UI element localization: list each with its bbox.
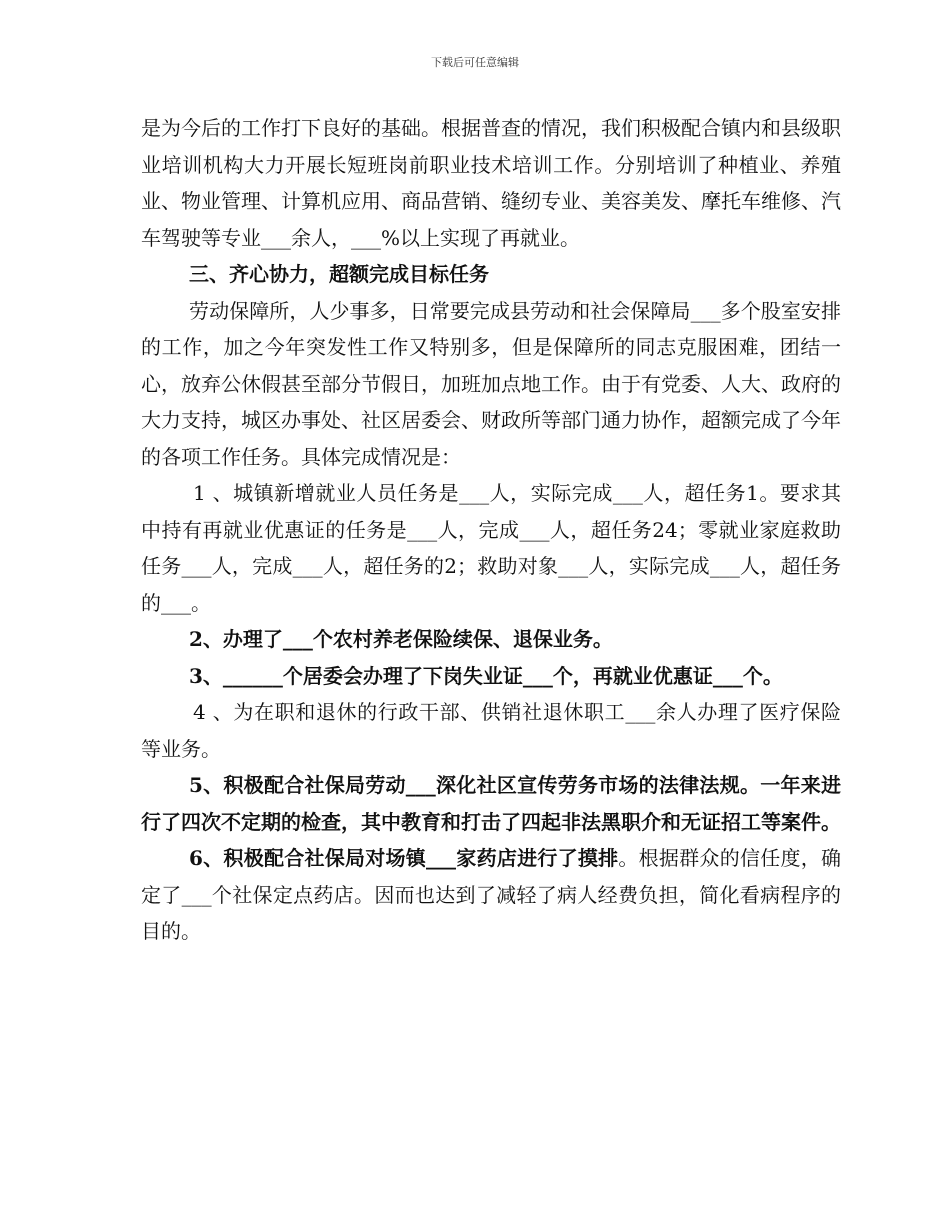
list-item-1: 1 、城镇新增就业人员任务是___人，实际完成___人，超任务1。要求其中持有再就业优惠证的任务是___人，完成___人，超任务24；零就业家庭救助任务___人，完成___人，超任务的2；救助对象___人，实际完成___人，超任务的___。 — [141, 481, 841, 615]
section-heading-3: 三、齐心协力，超额完成目标任务 — [189, 262, 489, 286]
list-item-2: 2、办理了___个农村养老保险续保、退保业务。 — [189, 627, 613, 651]
document-body — [141, 110, 841, 950]
list-item-6-bold: 6、积极配合社保局对场镇___家药店进行了摸排 — [189, 846, 619, 870]
paragraph-training: 是为今后的工作打下良好的基础。根据普查的情况，我们积极配合镇内和县级职业培训机构大力开展长短班岗前职业技术培训工作。分别培训了种植业、养殖业、物业管理、计算机应用、商品营销、缝纫专业、美容美发、摩托车维修、汽车驾驶等专业___余人，___%以上实现了再就业。 — [141, 116, 841, 250]
paragraph-labor-office: 劳动保障所，人少事多，日常要完成县劳动和社会保障局___多个股室安排的工作，加之今年突发性工作又特别多，但是保障所的同志克服困难，团结一心，放弃公休假甚至部分节假日，加班加点地工作。由于有党委、人大、政府的大力支持，城区办事处、社区居委会、财政所等部门通力协作，超额完成了今年的各项工作任务。具体完成情况是： — [141, 298, 841, 469]
list-item-4: 4 、为在职和退休的行政干部、供销社退休职工___余人办理了医疗保险等业务。 — [141, 700, 841, 761]
list-item-6-rest: 。根据群众的信任度，确定了___个社保定点药店。因而也达到了减轻了病人经费负担，简化看病程序的目的。 — [141, 846, 841, 943]
list-item-6 — [141, 840, 841, 950]
page-header: 下载后可任意编辑 — [431, 56, 519, 69]
list-item-3: 3、______个居委会办理了下岗失业证___个，再就业优惠证___个。 — [189, 663, 783, 688]
list-item-5: 5、积极配合社保局劳动___深化社区宣传劳务市场的法律法规。一年来进行了四次不定期的检查，其中教育和打击了四起非法黑职介和无证招工等案件。 — [141, 773, 841, 834]
